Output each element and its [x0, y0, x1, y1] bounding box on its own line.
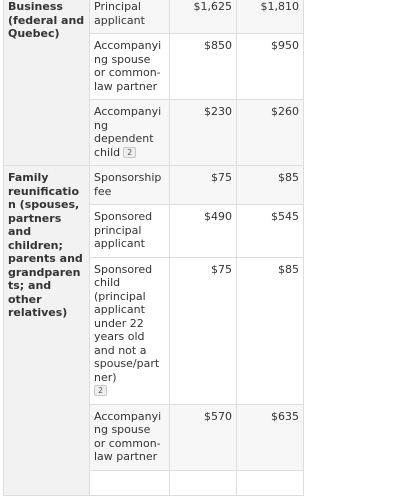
applicant-type: Sponsored child (principal applicant under 22 years old and not a spouse/partner) [94, 262, 160, 384]
current-fee: $75 [170, 166, 237, 205]
new-fee: $635 [237, 404, 304, 470]
applicant-type: Sponsored principal applicant [90, 205, 170, 258]
current-fee: $1,625 [170, 0, 237, 34]
new-fee: $260 [237, 100, 304, 166]
current-fee: $570 [170, 404, 237, 470]
applicant-type: Principal applicant [90, 0, 170, 34]
current-fee: $850 [170, 34, 237, 100]
applicant-type [90, 470, 170, 496]
new-fee: $545 [237, 205, 304, 258]
new-fee: $1,810 [237, 0, 304, 34]
applicant-type-cell [90, 257, 170, 404]
applicant-type: Accompanying spouse or common-law partner [90, 404, 170, 470]
current-fee: $75 [170, 257, 237, 404]
applicant-type: Accompanying dependent child [94, 105, 162, 159]
new-fee [237, 470, 304, 496]
current-fee: $490 [170, 205, 237, 258]
category-family-reunification: Family reunification (spouses, partners and children; parents and grandparents; and other relatives) [4, 166, 90, 496]
footnote-ref-link[interactable]: 2 [94, 385, 107, 396]
category-business: Business (federal and Quebec) [4, 0, 90, 166]
current-fee: $230 [170, 100, 237, 166]
applicant-type: Sponsorship fee [90, 166, 170, 205]
applicant-type-cell [90, 100, 170, 166]
applicant-type: Accompanying spouse or common-law partner [90, 34, 170, 100]
footnote-ref-link[interactable]: 2 [123, 147, 136, 158]
fees-table [3, 0, 304, 496]
table-row [4, 0, 304, 34]
new-fee: $85 [237, 257, 304, 404]
new-fee: $85 [237, 166, 304, 205]
table-row [4, 166, 304, 205]
current-fee [170, 470, 237, 496]
new-fee: $950 [237, 34, 304, 100]
